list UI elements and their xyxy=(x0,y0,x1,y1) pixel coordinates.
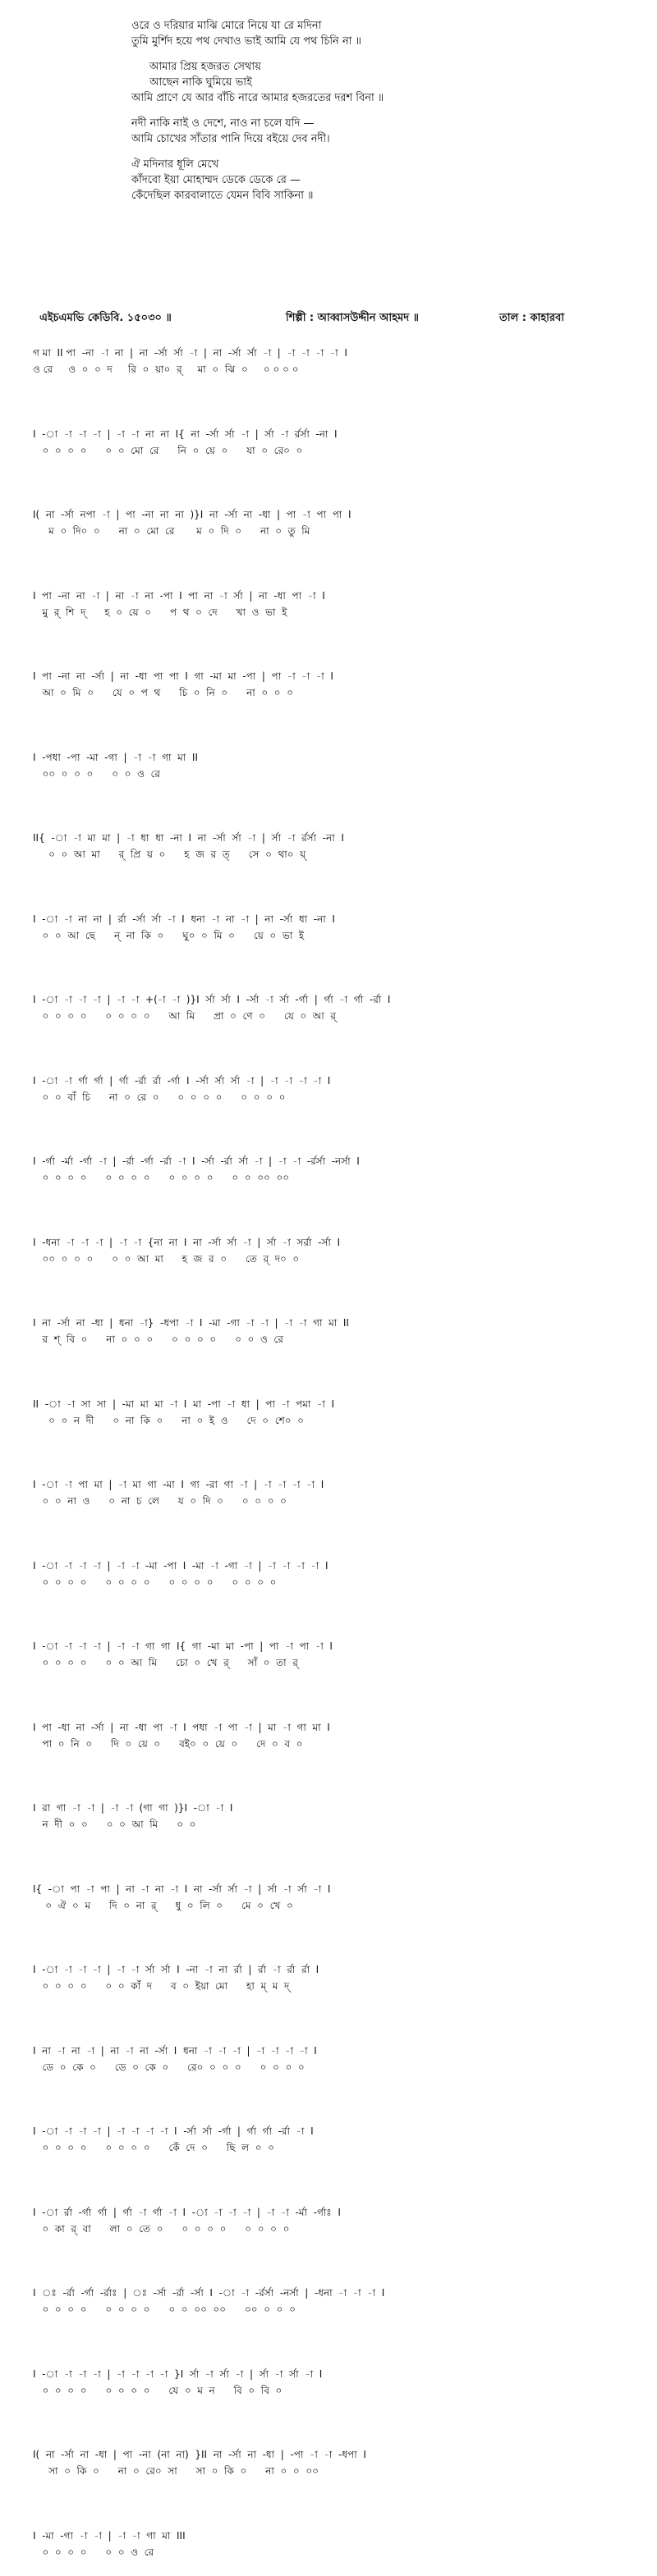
swaralipi-syllables: ও রে ও ০ ০ দ রি ০ য়া০ র্ মা ০ ঝি ০ ০ ০ ০ ০ xyxy=(33,364,299,375)
lyrics-stanza xyxy=(131,116,591,147)
swaralipi-notes: I পা -না না -র্সা | না -ধা পা পা I গা -মা মা -পা | পা -া -া -া I xyxy=(33,670,333,682)
notation-block xyxy=(33,1638,632,1671)
swaralipi-notes: I -া -া -া -া | -া -া গা গা I{ গা -মা মা -পা | পা -া পা -া I xyxy=(33,1640,333,1652)
lyric-line: আমি প্রাণে যে আর বাঁচি নারে আমার হজরতের দরশ বিনা ॥ xyxy=(131,92,384,104)
swaralipi-syllables: ০ ০ ০ ০ ০ ০ কাঁ দ ব ০ ইয়া মো হা ম্ ম দ্ xyxy=(33,1980,290,1992)
swaralipi-notes: I -ধনা -া -া -া | -া -া {না না I না -র্সা র্সা -া | র্সা -া সর্রা -র্সা I xyxy=(33,1237,340,1248)
swaralipi-syllables: ০ ০ আ মা র্ প্রি য় ০ হ জ র ত্ সে ০ থা০ য়্ xyxy=(33,849,306,860)
swaralipi-notes: I -া -া না না | র্রা -র্সা র্সা -া I ধনা -া না -া | না -র্সা ধা -না I xyxy=(33,913,335,925)
swaralipi-syllables: ডে ০ কে ০ ডে ০ কে ০ রে০ ০ ০ ০ ০ ০ ০ ০ xyxy=(33,2061,305,2073)
lyric-line: ঐ মদিনার ধূলি মেখে xyxy=(131,158,219,171)
swaralipi-syllables: র শ্ বি ০ না ০ ০ ০ ০ ০ ০ ০ ০ ০ ও রে xyxy=(33,1334,283,1345)
notation-block xyxy=(33,345,632,377)
notation-block xyxy=(33,911,632,944)
notation-block xyxy=(33,991,632,1024)
swaralipi-syllables: ম ০ দি০ ০ না ০ মো রে ম ০ দি ০ না ০ তু মি xyxy=(33,525,310,537)
swaralipi-syllables: ০০ ০ ০ ০ ০ ০ ও রে xyxy=(33,768,161,780)
notation-block xyxy=(33,830,632,862)
swaralipi-syllables: ০ ০ ০ ০ ০ ০ ০ ০ ০ ০ ০ ০ ০ ০ ০ ০ xyxy=(33,1576,277,1588)
swaralipi-syllables: ০০ ০ ০ ০ ০ ০ আ মা হ জ র ০ তে র্ দ০ ০ xyxy=(33,1253,300,1265)
notation-block xyxy=(33,1396,632,1429)
swaralipi-syllables: ০ ০ আ ছে ন্ না কি ০ ঘু০ ০ মি ০ য়ে ০ ভা ই xyxy=(33,930,305,941)
swaralipi-notes: I -া -া -া -া | -া -া -া -া I -র্সা র্সা -র্গা | র্গা র্গা -র্রা -া I xyxy=(33,2125,314,2137)
swaralipi-notes: I -া -া -া -া | -া -া -মা -পা I -মা -া -গা -া | -া -া -া -া I xyxy=(33,1560,328,1572)
notation-block xyxy=(33,1234,632,1267)
artist-credit: শিল্পী : আব্বাসউদ্দীন আহমদ ॥ xyxy=(286,312,419,324)
swaralipi-notes: I -া র্রা -র্গা র্গা | র্গা -া র্গা -া I -া -া -া -া | -া -া -র্মা -র্গাঃ I xyxy=(33,2207,341,2218)
swaralipi-syllables: আ ০ মি ০ যে ০ প থ চি ০ নি ০ না ০ ০ ০ xyxy=(33,687,294,698)
swaralipi-notes: I রা গা -া -া | -া -া (গা গা )}I -া -া I xyxy=(33,1802,233,1814)
swaralipi-syllables: ০ ঐ ০ ম দি ০ না র্ ধু ০ লি ০ মে ০ খে ০ xyxy=(33,1900,293,1911)
notation-block xyxy=(33,1153,632,1186)
swaralipi-syllables: মু র্ শি দ্ হ ০ য়ে ০ প থ ০ দে খা ও ভা ই xyxy=(33,606,287,618)
lyric-line: নদী নাকি নাই ও দেশে, নাও না চলে যদি — xyxy=(131,117,315,130)
swaralipi-notes: I ঃ -র্রা -র্গা -র্রাঃ | ঃ -র্সা -র্রা -র্সা I -া -া -র্রর্সা -নর্সা | -ধনা -া -া -া I xyxy=(33,2287,385,2299)
lyric-line: আমি চোখের সাঁতার পানি দিয়ে বইয়ে দেব নদী। xyxy=(131,133,330,145)
lyric-line: তুমি মুর্শিদ হয়ে পথ দেখাও ভাই আমি যে পথ চিনি না ॥ xyxy=(131,35,361,48)
notation-block xyxy=(33,2528,632,2560)
swaralipi-syllables: ০ ০ ০ ০ ০ ০ আ মি চো ০ খে র্ সাঁ ০ তা র্ xyxy=(33,1657,298,1668)
lyric-line: কাঁদবো ইয়া মোহাম্মদ ডেকে ডেকে রে — xyxy=(131,174,301,186)
lyric-line: আমার প্রিয় হজরত সেথায় xyxy=(149,61,261,73)
notation-block xyxy=(33,2446,632,2479)
swaralipi-syllables: সা ০ কি ০ না ০ রে০ সা সা ০ কি ০ না ০ ০ ০০ xyxy=(33,2465,319,2477)
swaralipi-syllables: ০ ০ ০ ০ ০ ০ ও রে xyxy=(33,2546,154,2558)
swaralipi-notes: I( না -র্সা না -ধা | পা -না (না না) }II না -র্সা না -ধা | -পা -া -া -ধপা I xyxy=(33,2449,366,2460)
swaralipi-syllables: ০ ০ বাঁ চি না ০ রে ০ ০ ০ ০ ০ ০ ০ ০ ০ xyxy=(33,1091,286,1103)
lyric-line: ওরে ও দরিয়ার মাঝি মোরে নিয়ে যা রে মদিনা xyxy=(131,20,322,32)
notation-block xyxy=(33,588,632,620)
swaralipi-notes: I -মা -গা -া -া | -া -া গা মা III xyxy=(33,2530,186,2542)
swaralipi-notes: I{ -া পা -া পা | না -া না -া I না -র্সা র্সা -া | র্সা -া র্সা -া I xyxy=(33,1883,331,1895)
swaralipi-notes: I না -র্সা না -ধা | ধনা -া} -ধপা -া I -মা -গা -া -া | -া -া গা মা II xyxy=(33,1317,349,1329)
swaralipi-notes: I -া -া -া -া | -া -া -া -া }I র্সা -া র্সা -া | র্সা -া র্সা -া I xyxy=(33,2368,323,2380)
notation-block xyxy=(33,749,632,782)
swaralipi-notes: I -া -া -া -া | -া -া +(-া -া )}I র্সা র্সা I -র্সা -া র্সা -র্গা | র্গা -া র্গা -র্রা I xyxy=(33,994,391,1005)
swaralipi-syllables: ০ কা র্ বা লা ০ তে ০ ০ ০ ০ ০ ০ ০ ০ ০ xyxy=(33,2223,290,2235)
lyrics-stanza xyxy=(131,59,591,106)
swaralipi-notes: I পা -ধা না -র্সা | না -ধা পা -া I পধা -া পা -া | মা -া গা মা I xyxy=(33,1722,330,1733)
swaralipi-notes: I -পধা -পা -মা -গা | -া -া গা মা II xyxy=(33,752,198,763)
notation-block xyxy=(33,2366,632,2399)
notation-block xyxy=(33,506,632,539)
swaralipi-notes: I -া -া -া -া | -া -া র্সা র্সা I -না -া না র্রা | র্রা -া র্রা র্রা I xyxy=(33,1964,319,1975)
swaralipi-notes: I -া -া -া -া | -া -া না না I{ না -র্সা র্সা -া | র্সা -া র্রর্সা -না I xyxy=(33,428,338,440)
swaralipi-syllables: ০ ০ ০ ০ ০ ০ মো রে নি ০ য়ে ০ যা ০ রে০ ০ xyxy=(33,445,303,456)
notation-block xyxy=(33,2043,632,2075)
swaralipi-syllables: পা ০ নি ০ দি ০ য়ে ০ বই০ ০ য়ে ০ দে ০ ব ০ xyxy=(33,1738,303,1750)
swaralipi-notes: I -া -া পা মা | -া মা গা -মা I গা -রা গা -া | -া -া -া -া I xyxy=(33,1479,324,1490)
notation-block xyxy=(33,1961,632,1994)
swaralipi-notes: I না -া না -া | না -া না -র্সা I ধনা -া -া -া | -া -া -া -া I xyxy=(33,2045,317,2057)
notation-block xyxy=(33,1558,632,1590)
swaralipi-syllables: ০ ০ ০ ০ ০ ০ ০ ০ ০ ০ ০ ০ ০ ০ ০০ ০০ xyxy=(33,1172,290,1183)
swaralipi-notes: গ মা II পা -না -া না | না -র্সা র্সা -া | না -র্সা র্সা -া | -া -া -া -া I xyxy=(33,347,347,359)
notation-block xyxy=(33,426,632,459)
swaralipi-syllables: ন দী ০ ০ ০ ০ আ মি ০ ০ xyxy=(33,1819,196,1830)
notation-block xyxy=(33,1800,632,1832)
swaralipi-syllables: ০ ০ ০ ০ ০ ০ ০ ০ ০ ০ ০০ ০০ ০০ ০ ০ ০ xyxy=(33,2304,296,2315)
notation-block xyxy=(33,1476,632,1509)
notation-block xyxy=(33,1719,632,1752)
lyric-line: আছেন নাকি ঘুমিয়ে ভাই xyxy=(149,76,252,89)
swaralipi-notes: I -া -া র্গা র্গা | র্গা -র্রা র্রা -র্গা I -র্সা র্সা র্সা -া | -া -া -া -া I xyxy=(33,1075,331,1087)
notation-block xyxy=(33,2204,632,2237)
swaralipi-syllables: ০ ০ ন দী ০ না কি ০ না ০ ই ও দে ০ শে০ ০ xyxy=(33,1415,304,1426)
notation-block xyxy=(33,1315,632,1347)
lyrics-stanza xyxy=(131,157,591,204)
swaralipi-syllables: ০ ০ ০ ০ ০ ০ ০ ০ কেঁ দে ০ ছি ল ০ ০ xyxy=(33,2142,274,2153)
swaralipi-notes: II{ -া -া মা মা | -া ধা ধা -না I না -র্সা র্সা -া | র্সা -া র্রর্সা -না I xyxy=(33,832,344,844)
notation-block xyxy=(33,1881,632,1914)
lyrics-stanza xyxy=(131,18,591,49)
swaralipi-notes: I( না -র্সা নপা -া | পা -না না না )}I না -র্সা না -ধা | পা -া পা পা I xyxy=(33,509,351,520)
lyric-line: কেঁদেছিল কারবালাতে যেমন বিবি সাকিনা ॥ xyxy=(131,190,314,202)
tala-label: তাল : কাহারবা xyxy=(499,312,565,324)
swaralipi-notes: I -র্গা -র্মা -র্গা -া | -র্রা -র্গা -র্রা -া I -র্সা -র্রা র্সা -া | -া -া -র্রর্সা -নর্সা I xyxy=(33,1155,360,1167)
lyrics-section xyxy=(131,18,591,213)
swaralipi-notes: I পা -না না -া | না -া না -পা I পা না -া র্সা | না -ধা পা -া I xyxy=(33,590,325,602)
swaralipi-syllables: ০ ০ ০ ০ ০ ০ ০ ০ যে ০ ম ন বি ০ বি ০ xyxy=(33,2385,283,2396)
notation-block xyxy=(33,668,632,701)
swaralipi-syllables: ০ ০ ০ ০ ০ ০ ০ ০ আ মি প্রা ০ ণে ০ যে ০ আ র্ xyxy=(33,1010,337,1022)
swaralipi-syllables: ০ ০ না ও ০ না চ লে য ০ দি ০ ০ ০ ০ ০ xyxy=(33,1495,287,1507)
record-number: এইচএমভি কেডিবি. ১৫০৩০ ॥ xyxy=(39,312,172,324)
notation-block xyxy=(33,2285,632,2317)
notation-block xyxy=(33,2123,632,2156)
swaralipi-notes: II -া -া সা সা | -মা মা মা -া I মা -পা -া ধা | পা -া পমা -া I xyxy=(33,1398,335,1410)
notation-block xyxy=(33,1073,632,1105)
